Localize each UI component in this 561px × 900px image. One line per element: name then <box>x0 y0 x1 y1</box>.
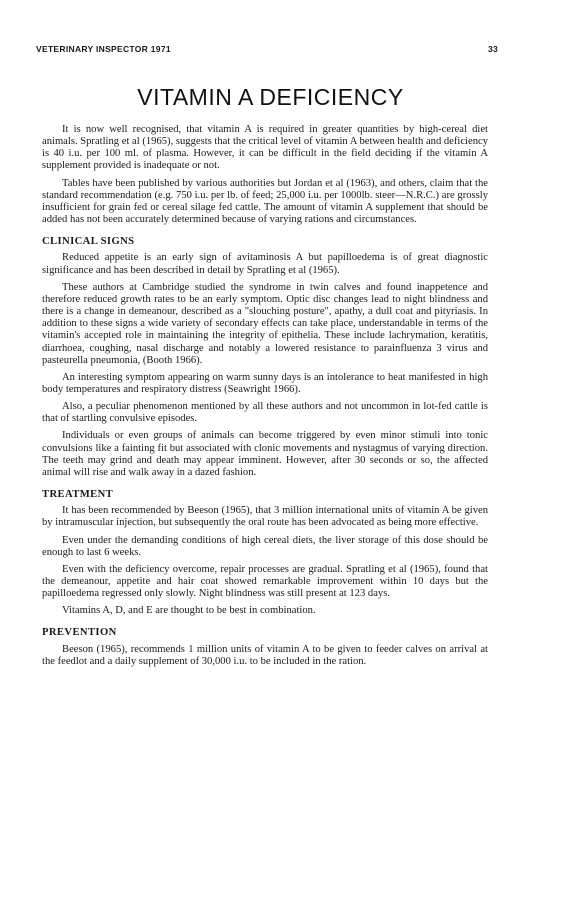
article-title: VITAMIN A DEFICIENCY <box>137 84 404 110</box>
treatment-paragraph: Vitamins A, D, and E are thought to be best in combination. <box>62 605 316 617</box>
section-heading-prevention: PREVENTION <box>42 627 117 639</box>
journal-name: VETERINARY INSPECTOR 1971 <box>36 44 171 54</box>
clinical-paragraph: Reduced appetite is an early sign of avitaminosis A but papilloedema is of great diagnostic significance and has been described in detail by Spratling et al (1965). <box>42 252 488 276</box>
clinical-paragraph: Individuals or even groups of animals can become triggered by even minor stimuli into tonic convulsions like a fainting fit but associated with clonic movements and nystagmus of varying direction. The teeth may grind and death may appear imminent. However, after 30 seconds or so, the affected animal will rise and walk away in a dazed fashion. <box>42 430 488 478</box>
treatment-paragraph: Even with the deficiency overcome, repair processes are gradual. Spratling et al (1965), found that the demeanour, appetite and hair coat showed remarkable improvement within 10 days but the papilloedema regressed only slowly. Night blindness was still present at 123 days. <box>42 563 488 600</box>
intro-paragraph: It is now well recognised, that vitamin A is required in greater quantities by high-cereal diet animals. Spratling et al (1965), suggests that the critical level of vitamin A between health and deficiency is 40 i.u. per 100 ml. of plasma. However, it can be difficult in the field deciding if the vitamin A supplement provided is inadequate or not. <box>42 124 488 172</box>
section-heading-clinical-signs: CLINICAL SIGNS <box>42 236 135 248</box>
intro-paragraph: Tables have been published by various authorities but Jordan et al (1963), and others, claim that the standard recommendation (e.g. 750 i.u. per lb. of feed; 25,000 i.u. per 1000lb. steer—N.R.C.) are grossly insufficient for grain fed or cereal silage fed cattle. The amount of vitamin A supplement that should be added has not been accurately determined because of varying rations and circumstances. <box>42 177 488 226</box>
prevention-paragraph: Beeson (1965), recommends 1 million units of vitamin A to be given to feeder calves on arrival at the feedlot and a daily supplement of 30,000 i.u. to be included in the ration. <box>42 643 488 667</box>
article-body <box>42 124 488 673</box>
treatment-paragraph: It has been recommended by Beeson (1965), that 3 million international units of vitamin A be given by intramuscular injection, but subsequently the oral route has been advocated as being more effective. <box>42 505 488 529</box>
treatment-paragraph: Even under the demanding conditions of high cereal diets, the liver storage of this dose should be enough to last 6 weeks. <box>42 534 488 558</box>
page-number: 33 <box>487 44 498 54</box>
clinical-paragraph: Also, a peculiar phenomenon mentioned by all these authors and not uncommon in lot-fed cattle is that of startling convulsive episodes. <box>42 401 488 425</box>
clinical-paragraph: An interesting symptom appearing on warm sunny days is an intolerance to heat manifested in high body temperatures and respiratory distress (Seawright 1966). <box>42 371 488 395</box>
section-heading-treatment: TREATMENT <box>42 489 114 501</box>
clinical-paragraph: These authors at Cambridge studied the syndrome in twin calves and found inappetence and therefore reduced growth rates to be an early symptom. Optic disc changes lead to night blindness and there is a change in demeanour, described as a "slouching posture", apathy, a dull coat and pityriasis. In addition to these signs a wide variety of secondary effects can take place, understandable in terms of the vitamin's accepted role in maintaining the integrity of epithelia. These include lachrymation, keratitis, diarrhoea, coughing, nasal discharge and notably a lowered resistance to parainfluenza 3 virus and pasteurella pneumonia, (Booth 1966). <box>42 281 488 366</box>
